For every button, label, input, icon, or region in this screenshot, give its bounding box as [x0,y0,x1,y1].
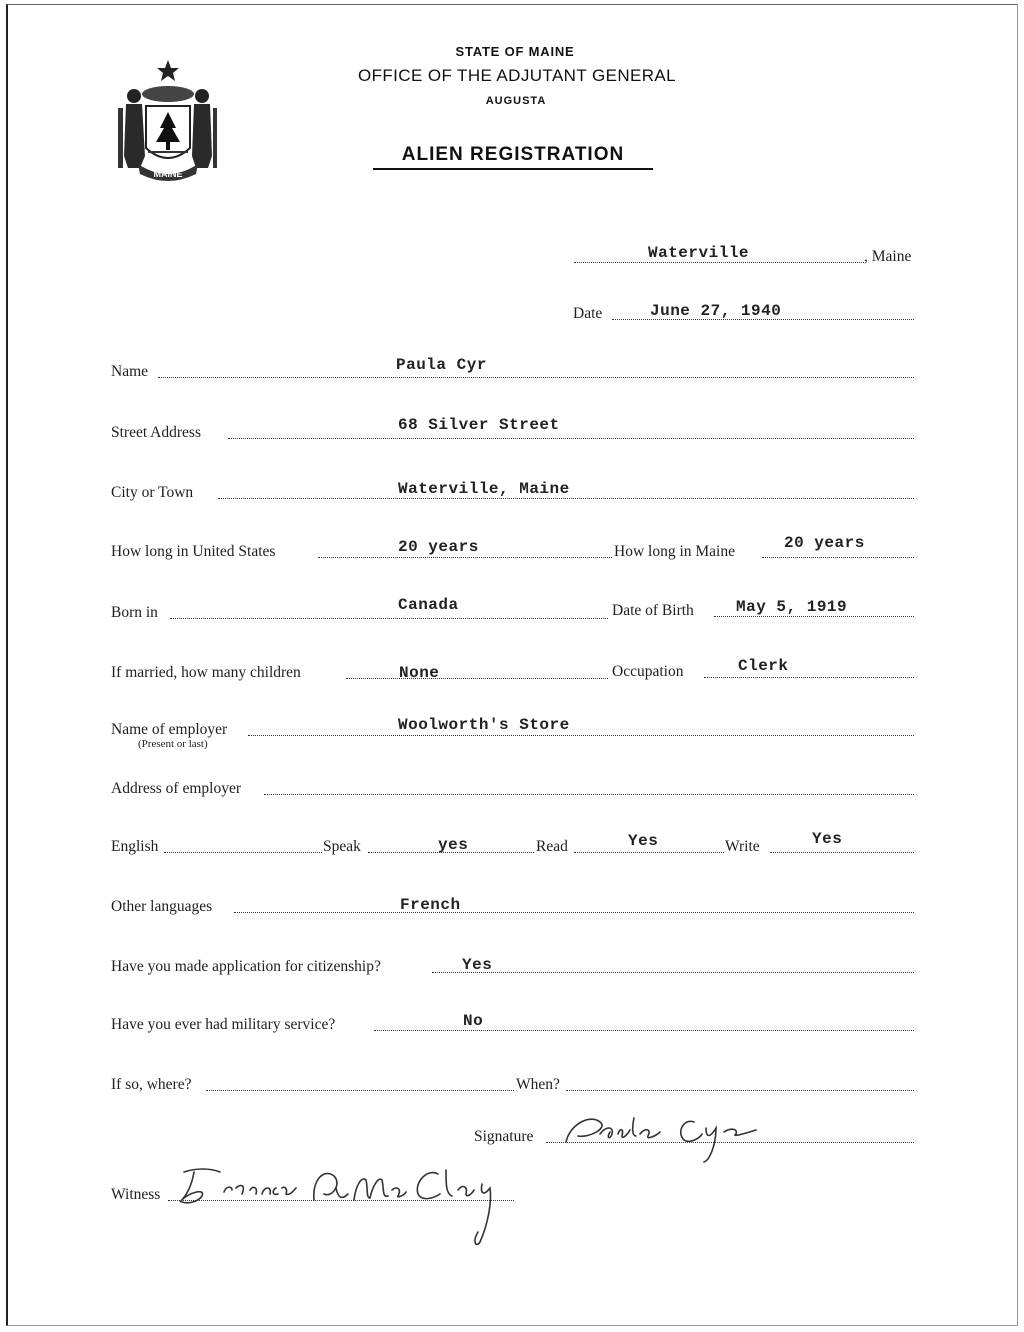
citizenship-label: Have you made application for citizenship? [111,958,381,975]
born-value: Canada [398,596,459,614]
us-duration-line [318,557,612,558]
write-line [770,852,914,853]
english-label: English [111,838,159,855]
dob-line [714,616,914,617]
us-duration-label: How long in United States [111,543,276,560]
write-label: Write [725,838,760,855]
street-value: 68 Silver Street [398,416,560,434]
witness-label: Witness [111,1186,161,1203]
dob-label: Date of Birth [612,602,694,619]
name-line [158,377,914,378]
dob-value: May 5, 1919 [736,598,848,616]
write-value: Yes [812,830,843,848]
street-label: Street Address [111,424,201,441]
speak-label: Speak [323,838,361,855]
employer-value: Woolworth's Store [398,716,570,734]
children-line [346,678,608,679]
us-duration-value: 20 years [398,538,479,556]
maine-duration-label: How long in Maine [614,543,735,560]
place-value: Waterville [648,244,750,262]
children-label: If married, how many children [111,664,301,681]
military-value: No [463,1012,484,1030]
street-line [228,438,914,439]
other-languages-line [234,912,914,913]
children-value: None [399,664,440,682]
witness-handwriting [166,1158,526,1250]
speak-value: yes [438,836,469,854]
military-line [374,1030,914,1031]
place-suffix: , Maine [864,248,912,265]
city-value: Waterville, Maine [398,480,570,498]
occupation-label: Occupation [612,663,684,680]
employer-address-line [264,794,914,795]
citizenship-line [432,972,914,973]
date-label: Date [573,305,603,322]
maine-duration-value: 20 years [784,534,865,552]
seal-banner-text: MAINE [153,169,183,179]
employer-line [248,735,914,736]
read-line [574,852,724,853]
header-city: AUGUSTA [485,95,547,107]
occupation-line [704,677,914,678]
maine-duration-line [762,557,914,558]
occupation-value: Clerk [738,657,789,675]
form-title: ALIEN REGISTRATION [401,144,625,165]
date-value: June 27, 1940 [650,302,782,320]
read-value: Yes [628,832,659,850]
when-label: When? [516,1076,560,1093]
name-label: Name [111,363,149,380]
employer-address-label: Address of employer [111,780,241,797]
signature-label: Signature [474,1128,534,1145]
employer-sublabel: (Present or last) [138,738,208,750]
other-languages-label: Other languages [111,898,213,915]
place-line [574,262,864,263]
citizenship-value: Yes [462,956,493,974]
title-underline [373,168,653,170]
where-line [206,1090,514,1091]
employer-label: Name of employer [111,721,228,738]
read-label: Read [536,838,568,855]
city-label: City or Town [111,484,194,501]
military-label: Have you ever had military service? [111,1016,336,1033]
other-languages-value: French [400,896,461,914]
header-state: STATE OF MAINE [455,44,575,59]
born-label: Born in [111,604,158,621]
city-line [218,498,914,499]
born-line [170,618,608,619]
header-office: OFFICE OF THE ADJUTANT GENERAL [357,66,677,85]
name-value: Paula Cyr [396,356,487,374]
signature-handwriting [560,1104,770,1166]
where-label: If so, where? [111,1076,192,1093]
english-line [164,852,322,853]
when-line [566,1090,914,1091]
